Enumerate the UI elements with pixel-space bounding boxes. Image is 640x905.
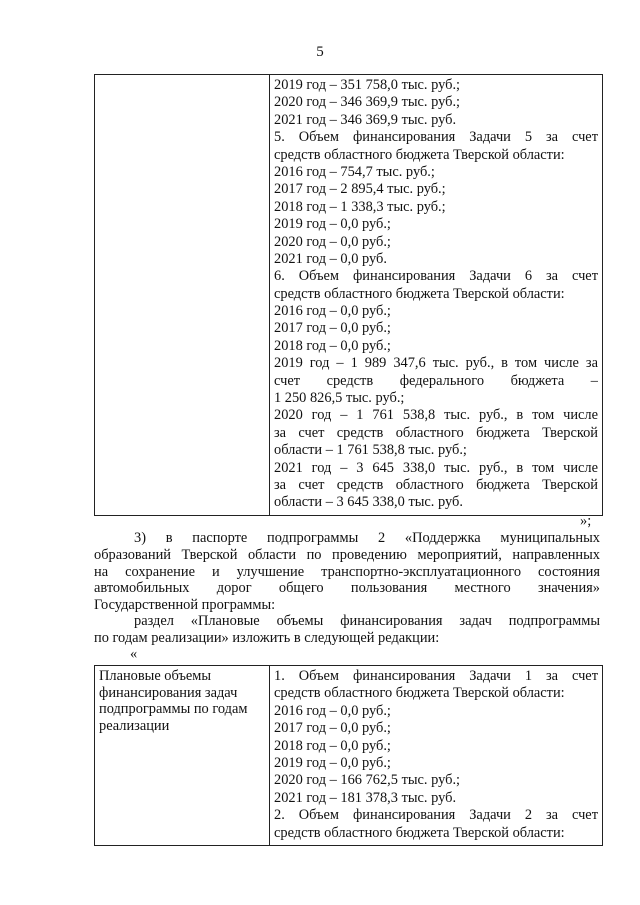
table1-left-text	[95, 75, 269, 80]
paragraph-line: образований Тверской области по проведению мероприятий, направленных	[94, 546, 600, 563]
table2-line: 2017 год – 0,0 руб.;	[274, 720, 391, 737]
paragraph-section-instruction	[94, 613, 600, 647]
table1-left-cell	[95, 75, 270, 516]
table2-line: 2021 год – 181 378,3 тыс. руб.	[274, 789, 457, 806]
paragraph-line: раздел «Плановые объемы финансирования задач подпрограммы	[134, 613, 600, 629]
table1-line: 2017 год – 0,0 руб.;	[274, 320, 391, 337]
table2-right-lines	[270, 666, 602, 845]
table1-line: 2021 год – 0,0 руб.	[274, 250, 387, 267]
table1-line: 2018 год – 1 338,3 тыс. руб.;	[274, 198, 446, 215]
table1-line: 2018 год – 0,0 руб.;	[274, 337, 391, 354]
table1-line: средств областного бюджета Тверской области:	[274, 146, 565, 163]
table2-left-line: финансирования задач	[99, 684, 238, 701]
table1-line: 2020 год – 0,0 руб.;	[274, 233, 391, 250]
table1-line: области – 3 645 338,0 тыс. руб.	[274, 494, 463, 511]
table1-line: 5. Объем финансирования Задачи 5 за счет	[274, 129, 598, 146]
table1-line: 2016 год – 754,7 тыс. руб.;	[274, 163, 435, 180]
paragraph-line: 3) в паспорте подпрограммы 2 «Поддержка муниципальных	[134, 530, 600, 546]
paragraph-line: на сохранение и улучшение транспортно-эксплуатационного состояния	[94, 563, 600, 580]
table1-right-lines	[270, 75, 602, 515]
table1-line: за счет средств областного бюджета Тверской	[274, 424, 598, 441]
table1-right-cell	[270, 75, 603, 516]
table2-left-line: реализации	[99, 717, 170, 734]
table1-line: 2019 год – 351 758,0 тыс. руб.;	[274, 77, 461, 93]
table2-line: 2. Объем финансирования Задачи 2 за счет	[274, 807, 598, 824]
table2-line: 2019 год – 0,0 руб.;	[274, 754, 391, 771]
table1-line: 2020 год – 346 369,9 тыс. руб.;	[274, 94, 461, 111]
table1-line: 1 250 826,5 тыс. руб.;	[274, 390, 405, 407]
table1-line: 2021 год – 3 645 338,0 тыс. руб., в том числе	[274, 459, 598, 476]
opening-quote: «	[130, 646, 138, 662]
table1-line: за счет средств областного бюджета Тверской	[274, 476, 598, 493]
table2-line: 2020 год – 166 762,5 тыс. руб.;	[274, 772, 461, 789]
table2-left-cell	[95, 666, 270, 846]
page-number: 5	[316, 44, 324, 60]
table1-line: 2021 год – 346 369,9 тыс. руб.	[274, 111, 457, 128]
table2-line: 2016 год – 0,0 руб.;	[274, 702, 391, 719]
table1-line: 2019 год – 1 989 347,6 тыс. руб., в том числе за	[274, 355, 598, 372]
table2-line: средств областного бюджета Тверской области:	[274, 824, 565, 841]
table2-left-lines	[95, 666, 269, 737]
table2-left-line: Плановые объемы	[99, 668, 212, 684]
paragraph-item-3	[94, 530, 600, 614]
paragraph-line: Государственной программы:	[94, 597, 276, 614]
funding-table-new	[94, 665, 603, 846]
paragraph-line: автомобильных дорог общего пользования местного значения»	[94, 580, 600, 597]
funding-table-continued	[94, 74, 603, 516]
table1-line: 2020 год – 1 761 538,8 тыс. руб., в том числе	[274, 407, 598, 424]
table2-line: 1. Объем финансирования Задачи 1 за счет	[274, 668, 598, 684]
table1-line: счет средств федерального бюджета –	[274, 372, 598, 389]
table1-line: 6. Объем финансирования Задачи 6 за счет	[274, 268, 598, 285]
closing-quote: »;	[580, 513, 592, 529]
table2-line: средств областного бюджета Тверской области:	[274, 685, 565, 702]
table1-line: средств областного бюджета Тверской области:	[274, 285, 565, 302]
table2-line: 2018 год – 0,0 руб.;	[274, 737, 391, 754]
table1-line: 2019 год – 0,0 руб.;	[274, 216, 391, 233]
paragraph-line: по годам реализации» изложить в следующей редакции:	[94, 629, 440, 646]
table2-left-line: подпрограммы по годам	[99, 701, 248, 718]
table1-line: 2017 год – 2 895,4 тыс. руб.;	[274, 181, 446, 198]
table1-line: области – 1 761 538,8 тыс. руб.;	[274, 442, 467, 459]
table1-line: 2016 год – 0,0 руб.;	[274, 303, 391, 320]
table2-right-cell	[270, 666, 603, 846]
